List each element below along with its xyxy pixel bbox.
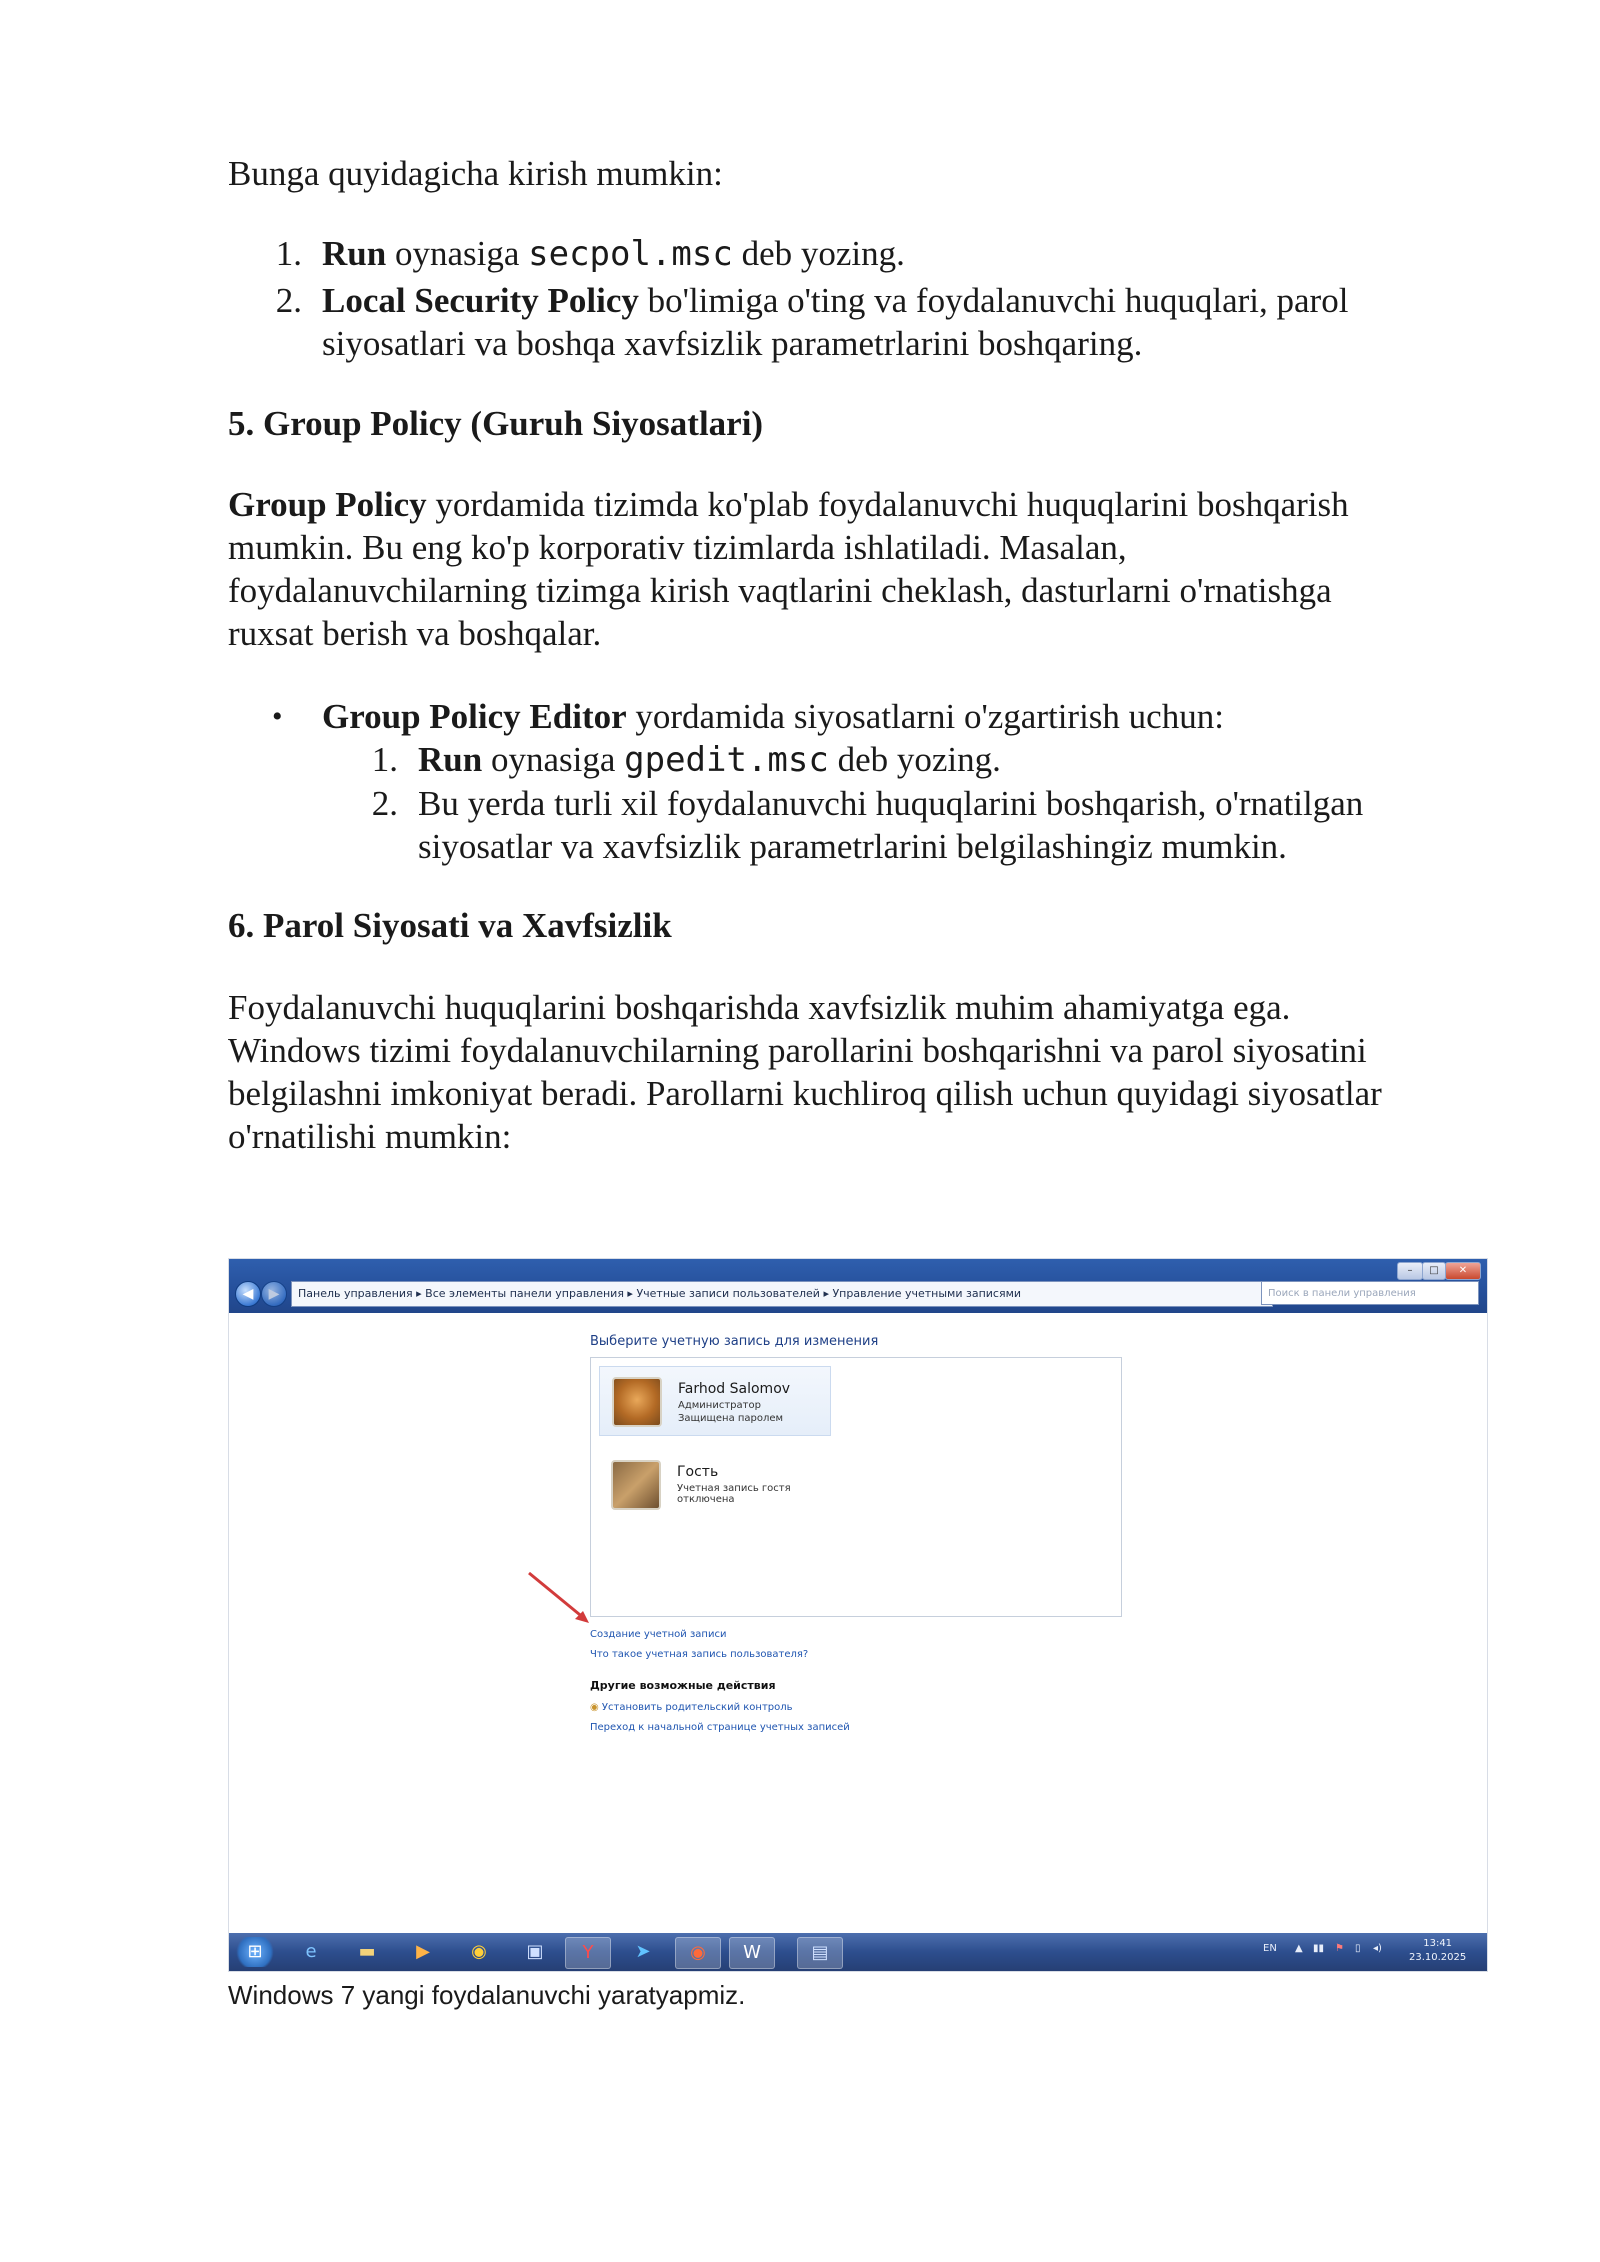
- windows-screenshot: [228, 1258, 1488, 1972]
- bullet-text: yordamida siyosatlarni o'zgartirish uchun:: [626, 697, 1224, 736]
- clock-time: 13:41: [1423, 1938, 1453, 1949]
- step-text: siyosatlar va xavfsizlik parametrlarini belgilashingiz mumkin.: [418, 827, 1287, 866]
- tray-arrow-icon[interactable]: ▲: [1295, 1943, 1303, 1954]
- clock-date: 23.10.2025: [1409, 1952, 1467, 1963]
- folder-icon[interactable]: ▬: [358, 1941, 376, 1962]
- other-actions-heading: Другие возможные действия: [590, 1679, 776, 1692]
- taskbar: [229, 1933, 1487, 1971]
- list-item: [418, 782, 1488, 868]
- step-number: 2.: [275, 281, 302, 320]
- telegram-icon[interactable]: ➤: [635, 1941, 651, 1962]
- figure-caption: Windows 7 yangi foydalanuvchi yaratyapmiz.: [228, 1980, 746, 2010]
- internet-explorer-icon[interactable]: e: [305, 1941, 317, 1962]
- window-titlebar: [229, 1259, 1487, 1313]
- user-avatar-icon: [612, 1377, 662, 1427]
- minimize-icon[interactable]: –: [1397, 1262, 1423, 1280]
- panel-prompt: Выберите учетную запись для изменения: [590, 1334, 879, 1349]
- section-heading: 6. Parol Siyosati va Xavfsizlik: [228, 906, 672, 945]
- address-path: Панель управления ▸ Все элементы панели управления ▸ Учетные записи пользователей ▸ Управление учетными записями: [298, 1287, 1022, 1300]
- taskbar-clock[interactable]: [1409, 1937, 1466, 1965]
- yandex-browser-icon[interactable]: Y: [565, 1937, 611, 1969]
- para-line: yordamida tizimda ko'plab foydalanuvchi huquqlarini boshqarish: [426, 485, 1349, 524]
- command-code: gpedit.msc: [624, 740, 829, 780]
- floppy-icon[interactable]: ▣: [526, 1941, 544, 1962]
- para-line: Foydalanuvchi huquqlarini boshqarishda xavfsizlik muhim ahamiyatga ega.: [228, 988, 1291, 1027]
- step-number: 1.: [371, 740, 398, 779]
- account-name: Farhod Salomov: [678, 1381, 791, 1397]
- account-name: Гость: [677, 1464, 719, 1480]
- account-role: Администратор: [678, 1400, 761, 1411]
- para-bold: Group Policy: [228, 485, 427, 524]
- paragraph: [228, 483, 1478, 655]
- battery-icon[interactable]: ▯: [1355, 1943, 1361, 1954]
- accounts-list: [590, 1357, 1122, 1617]
- language-indicator[interactable]: EN: [1263, 1943, 1277, 1954]
- intro-text: Bunga quyidagicha kirish mumkin:: [228, 154, 723, 193]
- volume-icon[interactable]: ◂): [1373, 1943, 1382, 1954]
- forward-arrow-icon[interactable]: ▶: [261, 1281, 287, 1307]
- step-text: bo'limiga o'ting va foydalanuvchi huquqlari, parol: [638, 281, 1349, 320]
- step-text: deb yozing.: [732, 234, 905, 273]
- step-bold: Run: [418, 740, 483, 779]
- para-line: belgilashni imkoniyat beradi. Parollarni kuchliroq qilish uchun quyidagi siyosatlar: [228, 1074, 1382, 1113]
- word-icon[interactable]: W: [729, 1937, 775, 1969]
- para-line: foydalanuvchilarning tizimga kirish vaqtlarini cheklash, dasturlarni o'rnatishga: [228, 571, 1332, 610]
- list-item: [322, 279, 1482, 365]
- address-bar[interactable]: [291, 1281, 1273, 1307]
- control-panel-icon[interactable]: ▤: [797, 1937, 843, 1969]
- maximize-icon[interactable]: □: [1422, 1262, 1446, 1280]
- step-text: oynasiga: [386, 234, 529, 273]
- search-input[interactable]: Поиск в панели управления: [1261, 1281, 1479, 1305]
- account-item[interactable]: [599, 1450, 829, 1518]
- back-arrow-icon[interactable]: ◀: [235, 1281, 261, 1307]
- para-line: ruxsat berish va boshqalar.: [228, 614, 602, 653]
- flag-icon[interactable]: ⚑: [1335, 1943, 1344, 1954]
- step-text: oynasiga: [482, 740, 625, 779]
- step-number: 2.: [371, 784, 398, 823]
- step-bold: Run: [322, 234, 387, 273]
- what-is-account-link[interactable]: Что такое учетная запись пользователя?: [590, 1649, 809, 1660]
- bullet-bold: Group Policy Editor: [322, 697, 627, 736]
- bullet-marker: •: [272, 700, 283, 733]
- account-status: Защищена паролем: [678, 1413, 784, 1424]
- account-item[interactable]: [599, 1366, 831, 1436]
- list-item: [418, 738, 1488, 782]
- close-icon[interactable]: ✕: [1445, 1262, 1481, 1280]
- account-status: Учетная запись гостя отключена: [677, 1483, 791, 1505]
- step-number: 1.: [275, 234, 302, 273]
- section-heading: 5. Group Policy (Guruh Siyosatlari): [228, 404, 764, 443]
- paragraph: [228, 986, 1478, 1158]
- network-icon[interactable]: ▮▮: [1313, 1943, 1325, 1954]
- list-item: [322, 695, 1482, 738]
- para-line: Windows tizimi foydalanuvchilarning parollarini boshqarishni va parol siyosatini: [228, 1031, 1367, 1070]
- list-item: [322, 232, 1482, 276]
- start-button-icon[interactable]: ⊞: [233, 1937, 277, 1967]
- command-code: secpol.msc: [528, 234, 733, 274]
- red-arrow-icon: [525, 1569, 595, 1629]
- para-line: o'rnatilishi mumkin:: [228, 1117, 512, 1156]
- step-bold: Local Security Policy: [322, 281, 639, 320]
- media-player-icon[interactable]: ▶: [416, 1941, 430, 1962]
- create-account-link[interactable]: Создание учетной записи: [590, 1629, 727, 1640]
- step-text: Bu yerda turli xil foydalanuvchi huquqlarini boshqarish, o'rnatilgan: [418, 784, 1364, 823]
- step-text: siyosatlari va boshqa xavfsizlik parametrlarini boshqaring.: [322, 324, 1143, 363]
- parental-control-label: Установить родительский контроль: [601, 1702, 793, 1713]
- step-text: deb yozing.: [828, 740, 1001, 779]
- guest-avatar-icon: [611, 1460, 661, 1510]
- chrome-icon[interactable]: ◉: [471, 1941, 487, 1962]
- parental-control-link[interactable]: [590, 1702, 793, 1713]
- accounts-home-link[interactable]: Переход к начальной странице учетных записей: [590, 1722, 850, 1733]
- shield-icon: ◉: [590, 1702, 602, 1713]
- chrome-active-icon[interactable]: ◉: [675, 1937, 721, 1969]
- para-line: mumkin. Bu eng ko'p korporativ tizimlarda ishlatiladi. Masalan,: [228, 528, 1127, 567]
